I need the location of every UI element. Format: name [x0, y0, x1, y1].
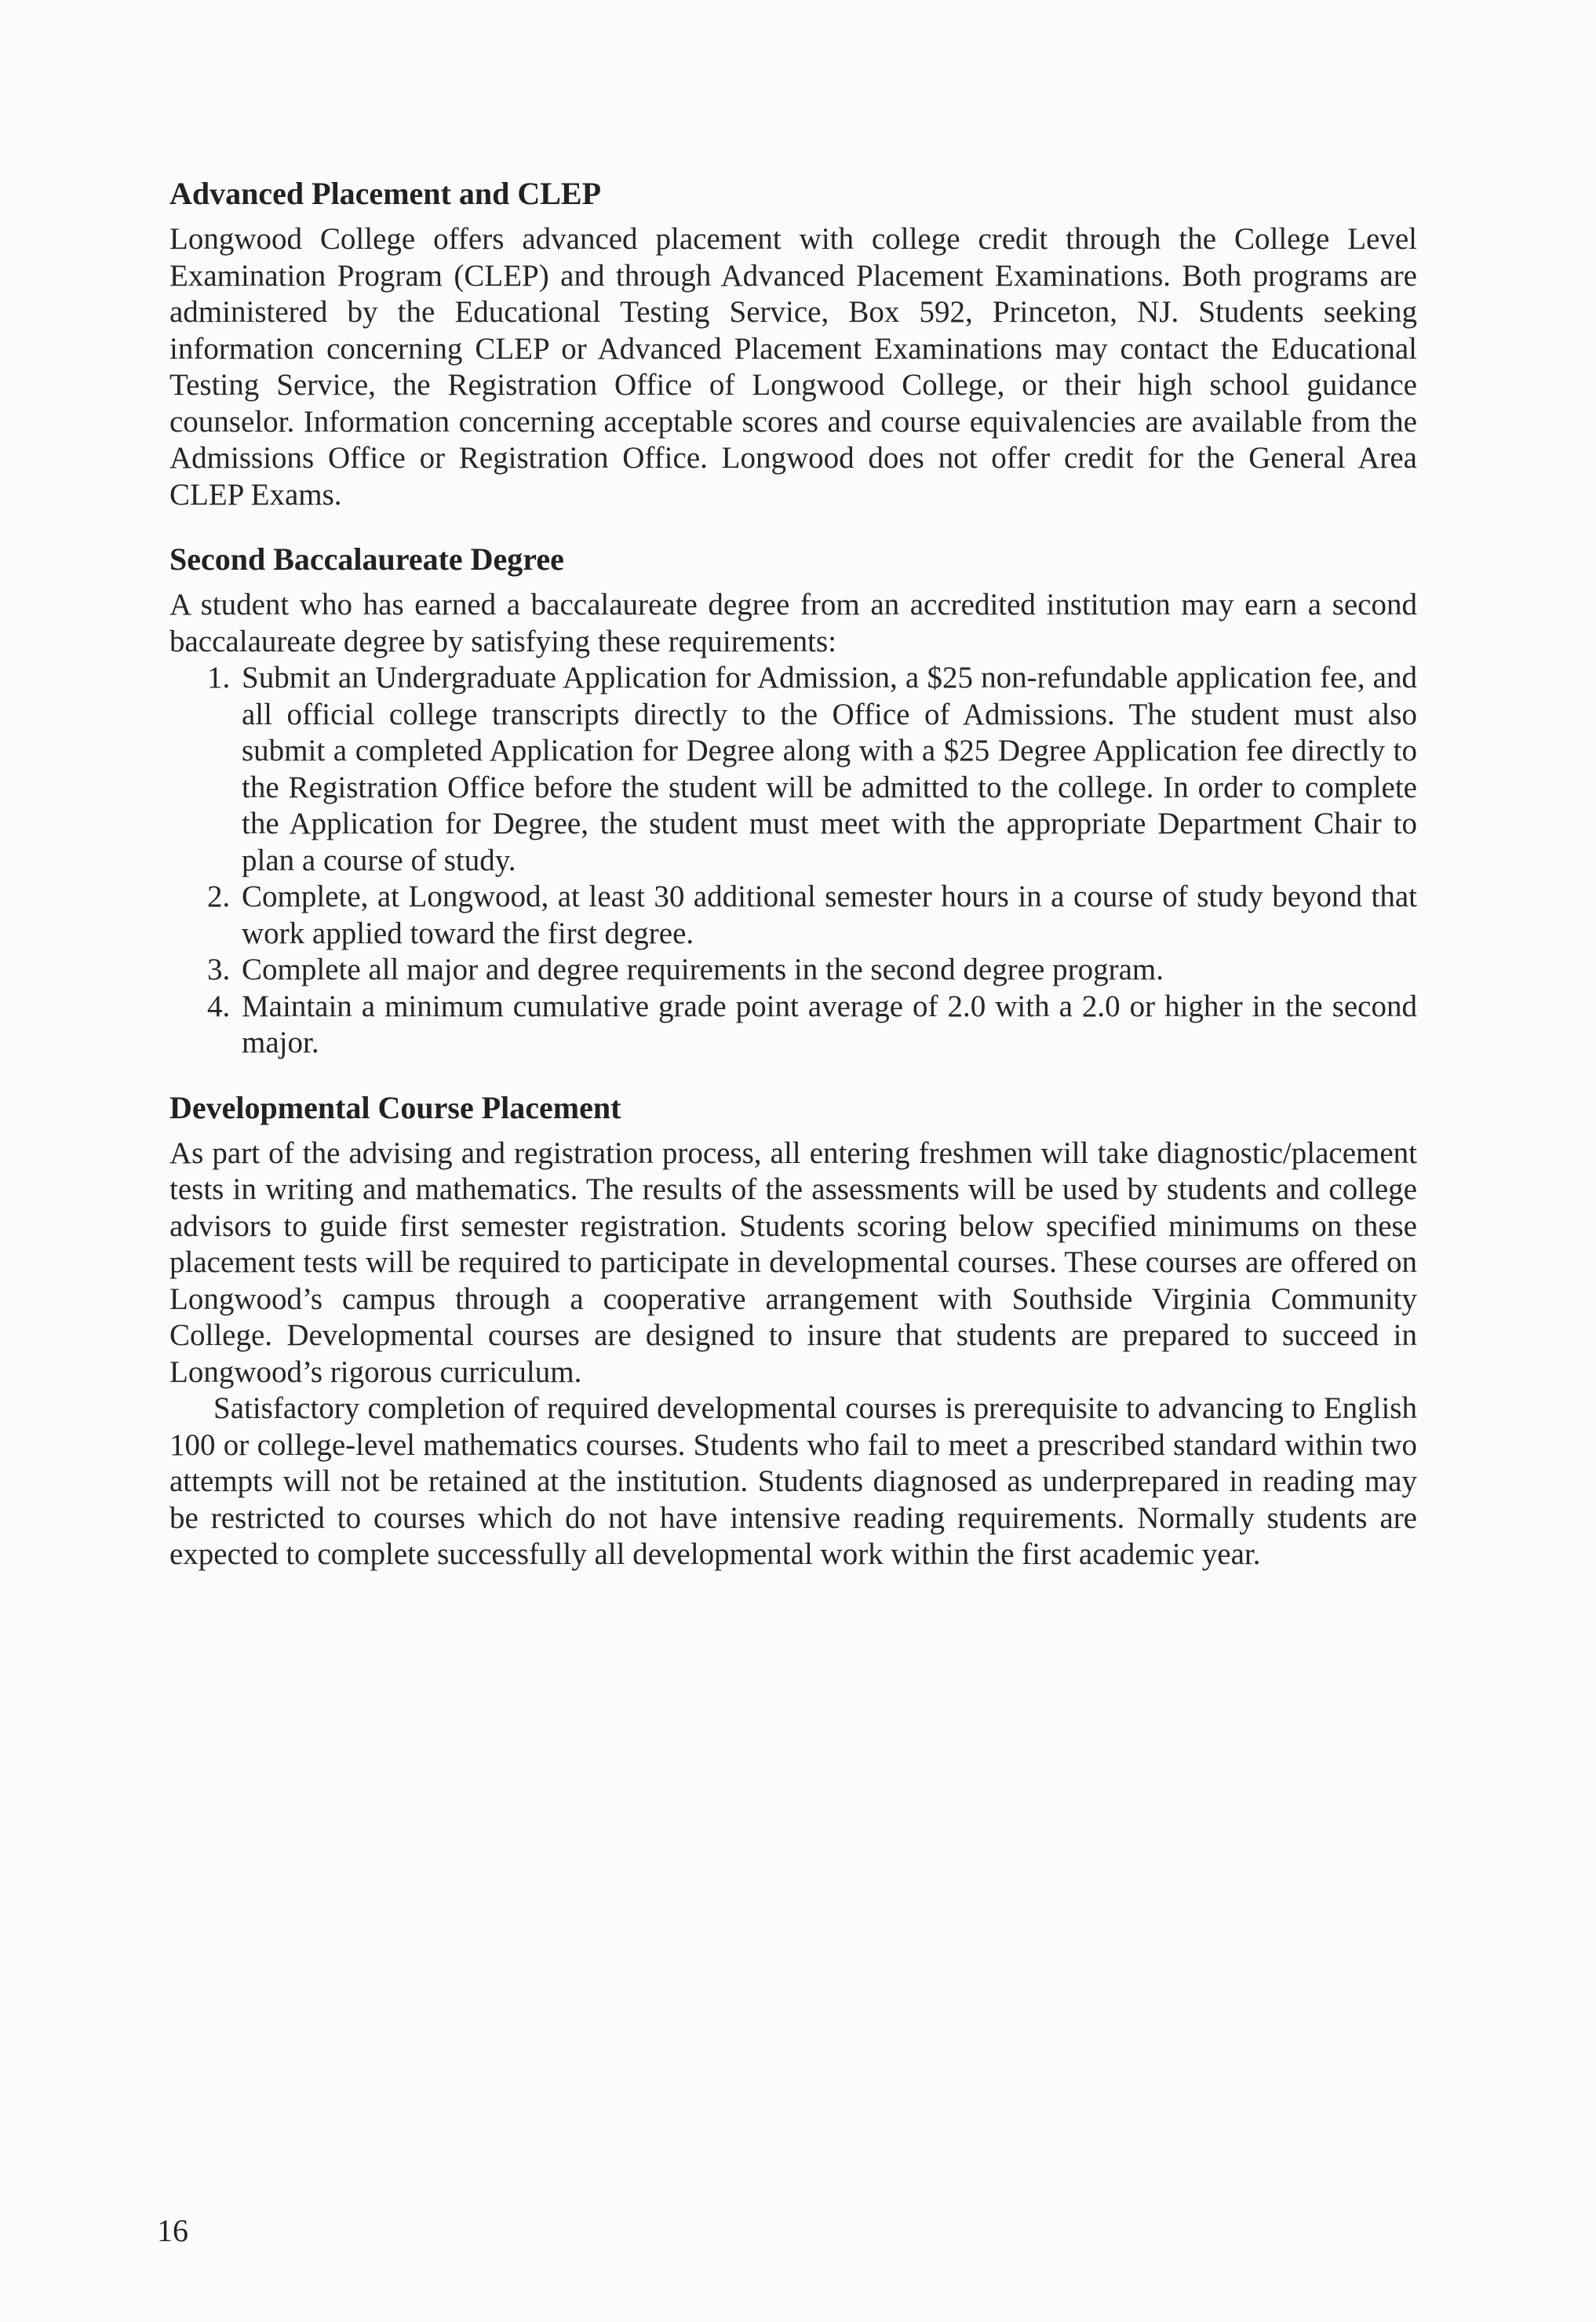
list-item [169, 879, 1417, 952]
page-number: 16 [157, 2213, 188, 2248]
section-advanced-placement [169, 174, 1417, 513]
list-item-number: 1. [207, 661, 231, 694]
list-item [169, 989, 1417, 1062]
list-item [169, 660, 1417, 879]
section-heading: Second Baccalaureate Degree [169, 541, 564, 577]
section-heading: Advanced Placement and CLEP [169, 176, 601, 211]
section-paragraph: Satisfactory completion of required developmental courses is prerequisite to advancing to English 100 or college-level mathematics courses. Students who fail to meet a prescribed standard within two attempts will not be retained at the institution. Students diagnosed as underprepared in reading may be restricted to courses which do not have intensive reading requirements. Normally students are expected to complete successfully all developmental work within the first academic year. [169, 1391, 1417, 1571]
section-paragraph: Longwood College offers advanced placement with college credit through the College Level Examination Program (CLEP) and through Advanced Placement Examinations. Both programs are administered by the Educational Testing Service, Box 592, Princeton, NJ. Students seeking information concerning CLEP or Advanced Placement Examinations may contact the Educational Testing Service, the Registration Office of Longwood College, or their high school guidance counselor. Information concerning acceptable scores and course equivalencies are available from the Admissions Office or Registration Office. Longwood does not offer credit for the General Area CLEP Exams. [169, 222, 1417, 512]
list-item-number: 3. [207, 953, 231, 986]
list-item-number: 2. [207, 880, 231, 913]
list-item-text: Maintain a minimum cumulative grade point average of 2.0 with a 2.0 or higher in the second major. [242, 989, 1417, 1059]
section-paragraph: As part of the advising and registration process, all entering freshmen will take diagnostic/placement tests in writing and mathematics. The results of the assessments will be used by students and college advisors to guide first semester registration. Students scoring below specified minimums on these placement tests will be required to participate in developmental courses. These courses are offered on Longwood’s campus through a cooperative arrangement with Southside Virginia Community College. Developmental courses are designed to insure that students are prepared to succeed in Longwood’s rigorous curriculum. [169, 1135, 1417, 1389]
section-developmental-placement [169, 1088, 1417, 1573]
section-paragraph: A student who has earned a baccalaureate degree from an accredited institution may earn a second baccalaureate degree by satisfying these requirements: [169, 588, 1417, 658]
list-item-text: Complete all major and degree requirements in the second degree program. [242, 953, 1164, 986]
requirements-list [169, 660, 1417, 1062]
list-item-text: Complete, at Longwood, at least 30 additional semester hours in a course of study beyond that work applied toward the first degree. [242, 880, 1417, 950]
list-item [169, 952, 1417, 989]
section-heading: Developmental Course Placement [169, 1089, 621, 1125]
section-second-degree [169, 540, 1417, 1062]
page-content [169, 174, 1417, 1600]
list-item-text: Submit an Undergraduate Application for Admission, a $25 non-refundable application fee, and all official college transcripts directly to the Office of Admissions. The student must also submit a completed Application for Degree along with a $25 Degree Application fee directly to the Registration Office before the student will be admitted to the college. In order to complete the Application for Degree, the student must meet with the appropriate Department Chair to plan a course of study. [242, 661, 1417, 877]
list-item-number: 4. [207, 989, 231, 1023]
